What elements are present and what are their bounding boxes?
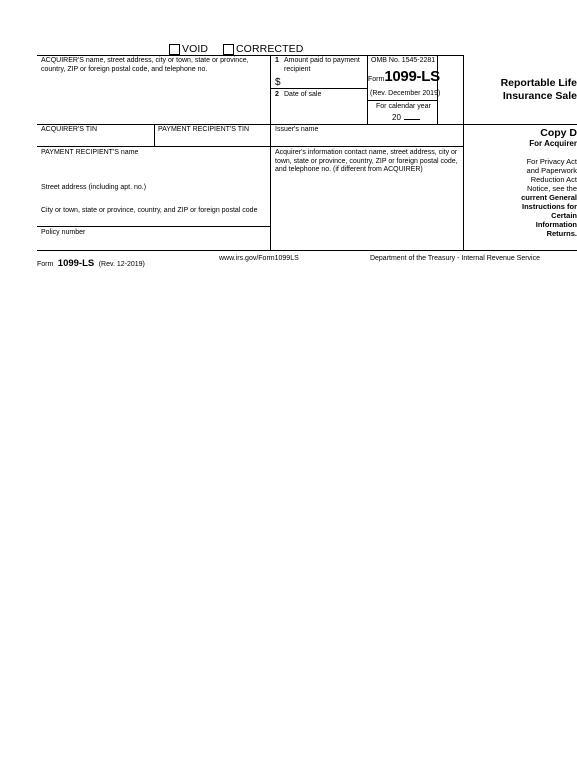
form-title-small xyxy=(368,68,440,86)
acquirer-name-label: ACQUIRER'S name, street address, city or town, state or province, country, ZIP or foreign postal code, and telephone no. xyxy=(41,57,249,73)
footer-form-number: 1099-LS xyxy=(57,258,95,269)
line-below-rev xyxy=(367,100,437,101)
issuer-name-label: Issuer's name xyxy=(275,126,319,133)
privacy-line-2: and Paperwork xyxy=(526,166,577,175)
line-above-policy xyxy=(37,226,271,227)
corrected-label: CORRECTED xyxy=(236,43,304,55)
instructions-line-1: current General xyxy=(521,193,577,202)
recipient-tin-label: PAYMENT RECIPIENT'S TIN xyxy=(158,126,250,133)
privacy-notice xyxy=(466,157,577,238)
void-label: VOID xyxy=(182,43,209,55)
form-title xyxy=(464,77,577,102)
box1-number: 1 xyxy=(275,57,279,64)
form-word: Form xyxy=(368,76,385,83)
privacy-line-4: Notice, see the xyxy=(526,184,577,193)
corrected-checkbox[interactable] xyxy=(223,44,234,55)
year-prefix: 20 xyxy=(392,113,401,122)
dollar-sign: $ xyxy=(275,77,281,88)
acquirer-tin-label: ACQUIRER'S TIN xyxy=(41,126,98,133)
street-address-label: Street address (including apt. no.) xyxy=(41,184,147,191)
form-bottom-border xyxy=(37,250,577,251)
policy-number-label: Policy number xyxy=(41,229,86,236)
form-title-line1: Reportable Life xyxy=(500,77,577,89)
box2-label: Date of sale xyxy=(284,91,322,98)
year-blank xyxy=(404,112,420,120)
omb-number: OMB No. 1545-2281 xyxy=(371,57,436,64)
privacy-line-3: Reduction Act xyxy=(530,175,577,184)
instructions-line-3: Certain xyxy=(551,211,577,220)
footer-department: Department of the Treasury - Internal Revenue Service xyxy=(369,255,540,262)
footer-url: www.irs.gov/Form1099LS xyxy=(219,255,299,262)
returns-line: Returns. xyxy=(546,229,577,238)
form-title-line2: Insurance Sale xyxy=(502,89,577,102)
copy-d-label: Copy D xyxy=(540,127,577,139)
box1-label: Amount paid to payment recipient xyxy=(284,57,360,73)
form-number: 1099-LS xyxy=(384,68,440,85)
privacy-line-1: For Privacy Act xyxy=(526,157,577,166)
footer-form-id xyxy=(37,253,145,271)
divider-left-middle xyxy=(270,55,271,251)
divider-tin xyxy=(154,124,155,146)
city-state-label: City or town, state or province, country, and ZIP or foreign postal code xyxy=(41,207,258,214)
divider-middle-omb xyxy=(367,55,368,124)
acquirer-contact-label: Acquirer's information contact name, street address, city or town, state or province, country, ZIP or foreign postal code, and telephone no. (if different from ACQUIRER) xyxy=(275,149,458,173)
instructions-line-2: Instructions for xyxy=(521,202,577,211)
recipient-name-label: PAYMENT RECIPIENT'S name xyxy=(41,149,139,156)
instructions-line-4: Information xyxy=(535,220,577,229)
footer-form-word: Form xyxy=(37,261,54,268)
form-top-border xyxy=(37,55,464,56)
void-checkbox[interactable] xyxy=(169,44,180,55)
line-above-tin xyxy=(37,124,577,125)
footer-rev: (Rev. 12-2019) xyxy=(98,261,145,268)
year-field[interactable] xyxy=(392,112,420,123)
revision-label: (Rev. December 2019) xyxy=(370,90,441,97)
box2-number: 2 xyxy=(275,91,279,98)
line-below-tin xyxy=(37,146,464,147)
line-below-box1 xyxy=(270,88,367,89)
for-acquirer-label: For Acquirer xyxy=(529,139,577,148)
calendar-year-label: For calendar year xyxy=(376,103,431,110)
